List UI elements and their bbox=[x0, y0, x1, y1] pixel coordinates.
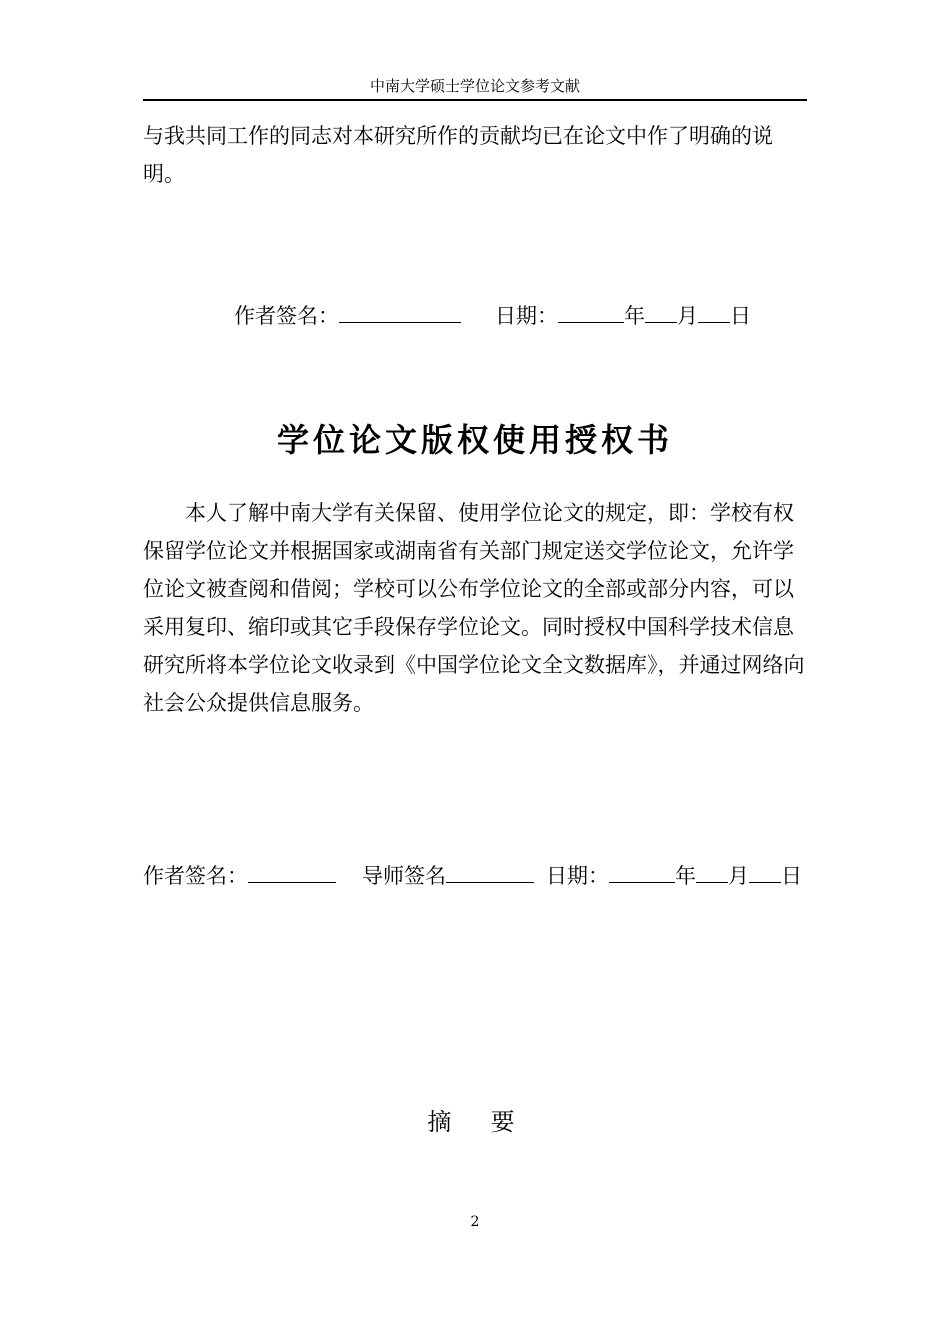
declaration-text: 与我共同工作的同志对本研究所作的贡献均已在论文中作了明确的说明。 bbox=[143, 124, 773, 186]
month-label: 月 bbox=[728, 864, 749, 888]
authorization-body: 本人了解中南大学有关保留、使用学位论文的规定，即：学校有权保留学位论文并根据国家或湖南省有关部门规定送交学位论文，允许学位论文被查阅和借阅；学校可以公布学位论文的全部或部分内容，可以采用复印、缩印或其它手段保存学位论文。同时授权中国科学技术信息研究所将本学位论文收录到《中国学位论文全文数据库》，并通过网络向社会公众提供信息服务。 bbox=[143, 501, 805, 715]
date-label: 日期： bbox=[546, 864, 609, 888]
date-label: 日期： bbox=[495, 304, 558, 328]
year-label: 年 bbox=[624, 304, 645, 328]
day-blank[interactable] bbox=[749, 860, 781, 883]
month-label: 月 bbox=[677, 304, 698, 328]
author-signature-label: 作者签名： bbox=[143, 864, 248, 888]
author-signature-label: 作者签名： bbox=[234, 304, 339, 328]
day-label: 日 bbox=[730, 304, 751, 328]
year-blank[interactable] bbox=[609, 860, 675, 883]
page-number: 2 bbox=[470, 1214, 480, 1230]
author-signature-blank[interactable] bbox=[339, 300, 461, 323]
month-blank[interactable] bbox=[696, 860, 728, 883]
year-label: 年 bbox=[675, 864, 696, 888]
day-label: 日 bbox=[781, 864, 802, 888]
author-signature-blank[interactable] bbox=[248, 860, 336, 883]
advisor-signature-blank[interactable] bbox=[446, 860, 534, 883]
advisor-signature-label: 导师签名 bbox=[362, 864, 446, 888]
declaration-signature-line bbox=[234, 300, 751, 331]
authorization-title: 学位论文版权使用授权书 bbox=[276, 421, 673, 459]
day-blank[interactable] bbox=[698, 300, 730, 323]
authorization-signature-line bbox=[143, 860, 807, 892]
header-rule bbox=[143, 99, 807, 101]
year-blank[interactable] bbox=[558, 300, 624, 323]
running-header: 中南大学硕士学位论文参考文献 bbox=[369, 77, 580, 95]
abstract-heading: 摘 要 bbox=[427, 1108, 523, 1136]
month-blank[interactable] bbox=[645, 300, 677, 323]
